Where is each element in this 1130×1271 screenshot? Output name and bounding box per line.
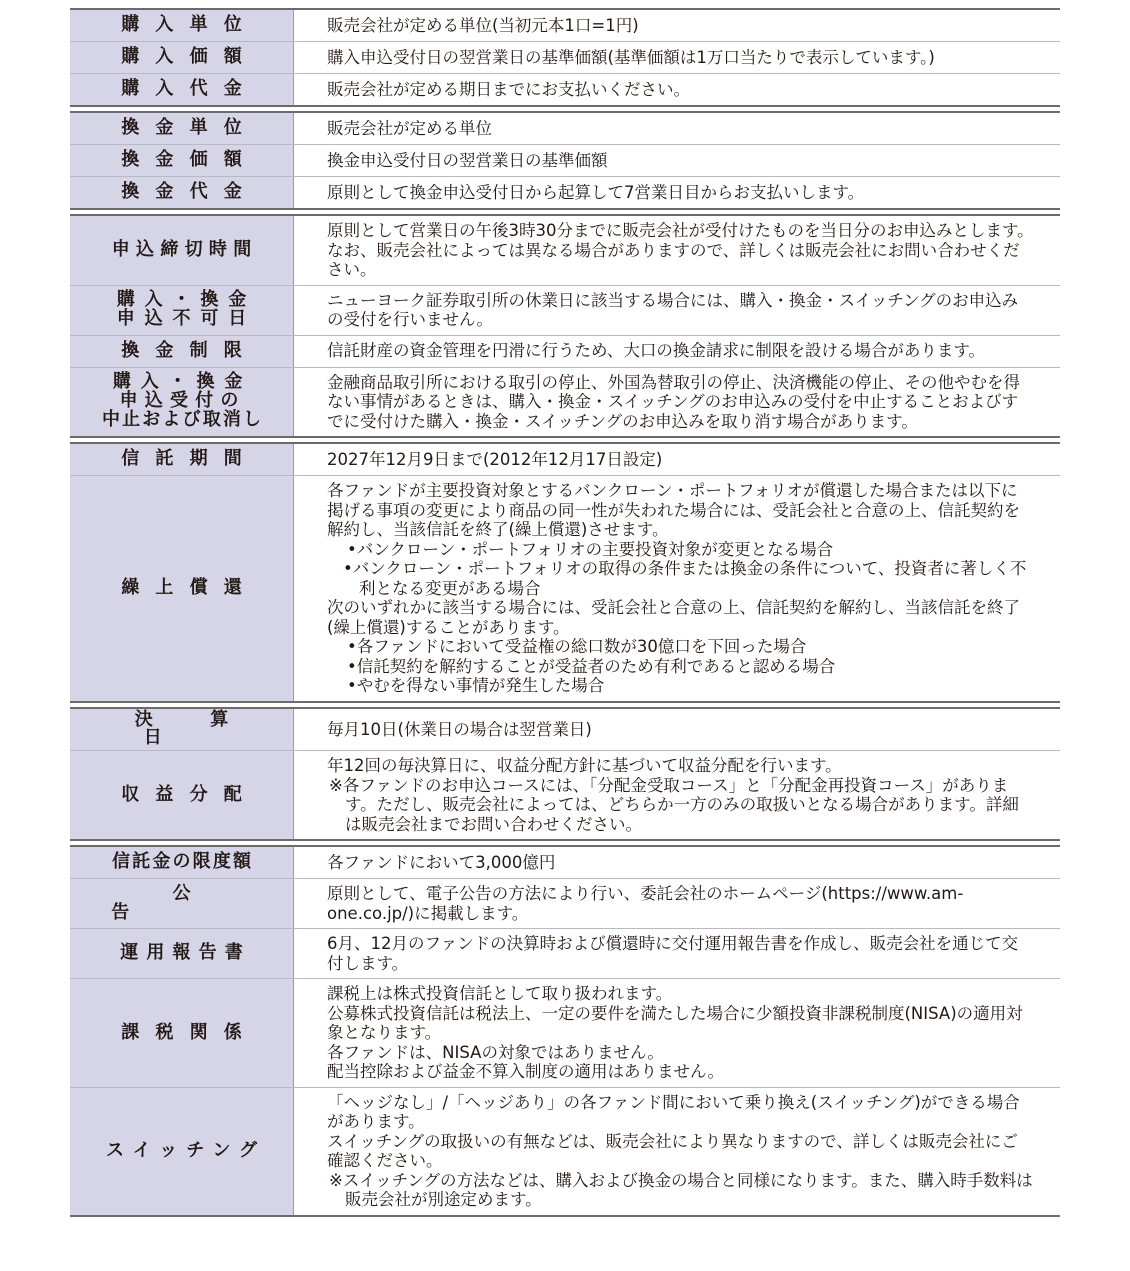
distribution-group <box>70 707 1060 842</box>
row-text: 原則として換金申込受付日から起算して7営業日目からお支払いします。 <box>327 182 865 202</box>
application-group <box>70 214 1060 438</box>
table-row <box>70 847 1060 878</box>
note-text: ※各ファンドのお申込コースには、「分配金受取コース」と「分配金再投資コース」があります。ただし、販売会社によっては、どちらか一方のみの取扱いとなる場合があります。詳細は販売会社までお問い合わせください。 <box>329 775 1019 834</box>
row-text: 課税上は株式投資信託として取り扱われます。 <box>327 984 673 1004</box>
row-label: 繰上償還 <box>70 476 294 701</box>
bullet-text: •やむを得ない事情が発生した場合 <box>347 676 605 695</box>
label-line: 購入・換金 <box>112 371 253 393</box>
row-text: 販売会社が定める単位(当初元本1口=1円) <box>327 15 639 35</box>
row-label: 換金単位 <box>70 113 294 144</box>
row-label: 購入単位 <box>70 10 294 41</box>
row-text: 6月、12月のファンドの決算時および償還時に交付運用報告書を作成し、販売会社を通じて交付します。 <box>327 934 1019 973</box>
row-value <box>294 286 1060 335</box>
row-value <box>294 177 1060 208</box>
row-value <box>294 336 1060 367</box>
row-text: 信託財産の資金管理を円滑に行うため、大口の換金請求に制限を設ける場合があります。 <box>327 341 986 361</box>
table-row <box>70 978 1060 1087</box>
purchase-group <box>70 8 1060 107</box>
table-row <box>70 176 1060 208</box>
table-row <box>70 1087 1060 1215</box>
table-row <box>70 216 1060 285</box>
note-text: ※スイッチングの方法などは、購入および換金の場合と同様になります。また、購入時手数料は販売会社が別途定めます。 <box>329 1170 1033 1210</box>
row-text: 年12回の毎決算日に、収益分配方針に基づいて収益分配を行います。 <box>327 756 842 776</box>
row-label: 購入価額 <box>70 42 294 73</box>
table-row <box>70 750 1060 839</box>
label-line: 購入・換金 <box>116 289 257 311</box>
row-label: 申込締切時間 <box>70 216 294 285</box>
other-group <box>70 845 1060 1217</box>
row-text: 各ファンドは、NISAの対象ではありません。 <box>327 1042 664 1062</box>
table-row <box>70 73 1060 105</box>
label-line: 中止および取消し <box>101 409 264 431</box>
row-value <box>294 113 1060 144</box>
row-text: 販売会社が定める期日までにお支払いください。 <box>327 79 690 99</box>
row-text: 毎月10日(休業日の場合は翌営業日) <box>327 719 592 739</box>
row-text: 金融商品取引所における取引の停止、外国為替取引の停止、決済機能の停止、その他やむを得ない事情があるときは、購入・換金・スイッチングのお申込みの受付を中止することおよびすでに受付けた購入・換金・スイッチングのお申込みを取り消す場合があります。 <box>327 372 1020 431</box>
row-value <box>294 368 1060 437</box>
row-value <box>294 709 1060 751</box>
row-text: ニューヨーク証券取引所の休業日に該当する場合には、購入・換金・スイッチングのお申込みの受付を行いません。 <box>327 290 1019 329</box>
table-row <box>70 285 1060 335</box>
row-value <box>294 751 1060 839</box>
row-label: 購入代金 <box>70 74 294 105</box>
table-row <box>70 367 1060 437</box>
row-text: 購入申込受付日の翌営業日の基準価額(基準価額は1万口当たりで表示しています。) <box>327 47 935 67</box>
row-text: 2027年12月9日まで(2012年12月17日設定) <box>327 449 663 469</box>
row-value <box>294 216 1060 285</box>
table-row <box>70 475 1060 701</box>
row-text: 換金申込受付日の翌営業日の基準価額 <box>327 150 608 170</box>
row-text: 「ヘッジなし」/「ヘッジあり」の各ファンド間において乗り換え(スイッチング)ができる場合があります。 <box>327 1092 1020 1132</box>
table-row <box>70 10 1060 41</box>
row-value <box>294 929 1060 978</box>
redemption-group <box>70 111 1060 210</box>
bullet-text: •信託契約を解約することが受益者のため有利であると認める場合 <box>347 656 836 676</box>
row-value <box>294 1088 1060 1215</box>
row-value <box>294 847 1060 878</box>
row-label: 信託期間 <box>70 444 294 475</box>
table-row <box>70 444 1060 475</box>
row-label: 信託金の限度額 <box>70 847 294 878</box>
row-value <box>294 476 1060 701</box>
row-value <box>294 879 1060 928</box>
row-text: 各ファンドにおいて3,000億円 <box>327 853 556 873</box>
row-label: 運用報告書 <box>70 929 294 978</box>
row-value <box>294 74 1060 105</box>
row-label <box>70 368 294 437</box>
row-value <box>294 979 1060 1087</box>
row-text: 次のいずれかに該当する場合には、受託会社と合意の上、信託契約を解約し、当該信託を終了(繰上償還)することがあります。 <box>327 598 1020 637</box>
row-text: 販売会社が定める単位 <box>327 118 492 138</box>
table-row <box>70 928 1060 978</box>
row-label: スイッチング <box>70 1088 294 1215</box>
row-label: 収益分配 <box>70 751 294 839</box>
bullet-text: •各ファンドにおいて受益権の総口数が30億口を下回った場合 <box>347 637 807 656</box>
row-text: 原則として営業日の午後3時30分までに販売会社が受付けたものを当日分のお申込みとします。なお、販売会社によっては異なる場合がありますので、詳しくは販売会社にお問い合わせください。 <box>327 221 1034 279</box>
label-line: 申込不可日 <box>116 308 257 329</box>
fund-terms-table <box>70 8 1060 1221</box>
row-text: 原則として、電子公告の方法により行い、委託会社のホームページ(https://www.am-one.co.jp/)に掲載します。 <box>327 884 964 923</box>
row-label: 公告 <box>70 879 294 928</box>
bullet-text: •バンクローン・ポートフォリオの取得の条件または換金の条件について、投資者に著しく不利となる変更がある場合 <box>343 559 1027 598</box>
row-text: 公募株式投資信託は税法上、一定の要件を満たした場合に少額投資非課税制度(NISA)の適用対象となります。 <box>327 1003 1023 1043</box>
row-label: 換金制限 <box>70 336 294 367</box>
table-row <box>70 113 1060 144</box>
table-row <box>70 144 1060 176</box>
term-group <box>70 442 1060 703</box>
table-row <box>70 709 1060 751</box>
row-text: スイッチングの取扱いの有無などは、販売会社により異なりますので、詳しくは販売会社にご確認ください。 <box>327 1131 1018 1171</box>
row-value <box>294 444 1060 475</box>
row-label: 換金代金 <box>70 177 294 208</box>
bullet-text: •バンクローン・ポートフォリオの主要投資対象が変更となる場合 <box>347 539 834 559</box>
row-value <box>294 10 1060 41</box>
row-value <box>294 145 1060 176</box>
row-label: 換金価額 <box>70 145 294 176</box>
row-label <box>70 286 294 335</box>
table-row <box>70 878 1060 928</box>
row-value <box>294 42 1060 73</box>
table-row <box>70 335 1060 367</box>
row-text: 配当控除および益金不算入制度の適用はありません。 <box>327 1062 724 1082</box>
row-label: 課税関係 <box>70 979 294 1087</box>
table-row <box>70 41 1060 73</box>
row-label: 決算日 <box>70 709 294 751</box>
label-line: 申込受付の <box>119 390 246 412</box>
row-text: 各ファンドが主要投資対象とするバンクローン・ポートフォリオが償還した場合または以下に掲げる事項の変更により商品の同一性が失われた場合には、受託会社と合意の上、信託契約を解約し、当該信託を終了(繰上償還)させます。 <box>327 481 1020 539</box>
